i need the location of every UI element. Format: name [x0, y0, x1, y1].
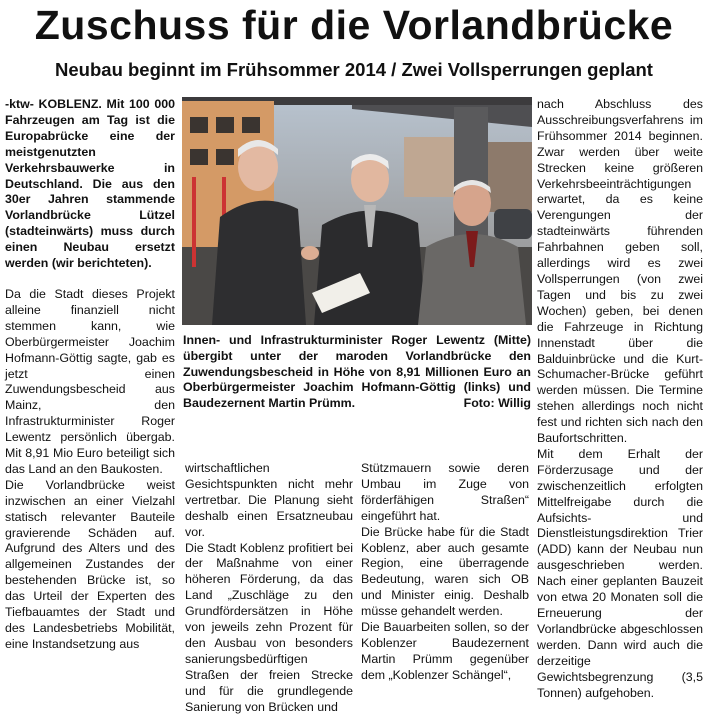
- body-paragraph: wirtschaftlichen Gesichtspunkten nicht mehr vertretbar. Die Planung sieht deshalb einen Ersatzneubau vor.: [185, 461, 353, 539]
- lead-paragraph: -ktw- KOBLENZ. Mit 100 000 Fahrzeugen am Tag ist die Europabrücke eine der meistgenutzten Verkehrsbauwerke in Deutschland. Die aus den 30er Jahren stammende Vorlandbrücke Lützel (stadteinwärts) muss durch einen Neubau ersetzt werden (wir berichteten).: [5, 97, 175, 271]
- body-paragraph: Die Vorlandbrücke weist inzwischen an einer Vielzahl statisch relevanter Bauteile gravierende Schäden auf. Aufgrund des Alters und des allgemeinen Zustandes der bestehenden Brücke ist, so das Urteil der Experten des Tiefbauamtes der Stadt und des Landesbetriebs Mobilität, eine Instandsetzung aus: [5, 477, 175, 651]
- article-column-3: [361, 461, 529, 683]
- body-paragraph: Stützmauern sowie deren Umbau im Zuge von förderfähigen Straßen“ eingeführt hat.: [361, 461, 529, 523]
- photo-caption: [183, 333, 531, 412]
- news-photo: [182, 97, 532, 325]
- body-paragraph: Die Stadt Koblenz profitiert bei der Maßnahme von einer höheren Förderung, da das Land „Zuschläge zu den Grundfördersätzen in Höhe von jeweils zehn Prozent für den Ausbau von besonders sanierungsbedürftigen Straßen der freien Strecke und für die grundlegende Sanierung von Brücken und: [185, 540, 353, 714]
- subheadline: Neubau beginnt im Frühsommer 2014 / Zwei Vollsperrungen geplant: [55, 59, 653, 80]
- body-paragraph: Die Bauarbeiten sollen, so der Koblenzer Baudezernent Martin Prümm gegenüber dem „Koblenzer Schängel“,: [361, 620, 529, 682]
- body-paragraph: Mit dem Erhalt der Förderzusage und der zwischenzeitlich erfolgten Mittelfreigabe durch die Aufsichts- und Dienstleistungsdirektion Trier (ADD) kann der Neubau nun ausgeschrieben werden. Nach einer geplanten Bauzeit von etwa 20 Monaten soll die Erneuerung der Vorlandbrücke abgeschlossen werden. Dann wird auch die derzeitige Gewichtsbegrenzung (3,5 Tonnen) aufgehoben.: [537, 446, 703, 700]
- body-paragraph: Die Brücke habe für die Stadt Koblenz, aber auch gesamte Region, eine überragende Bedeutung, waren sich OB und Minister einig. Deshalb müsse gehandelt werden.: [361, 524, 529, 619]
- article-column-2: [185, 461, 353, 714]
- photo-credit: Foto: Willig: [463, 396, 531, 411]
- article-column-4: [537, 97, 703, 700]
- photo-illustration: [182, 97, 532, 325]
- body-paragraph: nach Abschluss des Ausschreibungsverfahrens im Frühsommer 2014 beginnen. Zwar werden über weite Strecken keine größeren Verkehrsbeeinträchtigungen erwartet, da es keine Verengungen der stadteinwärts führenden Fahrbahnen geben soll, allerdings wird es zwei Vollsperrungen (von zwei Tagen und bis zu zwei Wochen) geben, bei denen die Fahrzeuge in Richtung Innenstadt über die Balduinbrücke und die Kurt-Schumacher-Brücke geführt werden müssen. Die Termine stehen allerdings noch nicht fest und richten sich nach den Baufortschritten.: [537, 97, 703, 446]
- headline: Zuschuss für die Vorlandbrücke: [34, 2, 674, 48]
- article-column-1: [5, 97, 175, 683]
- body-paragraph: Da die Stadt dieses Projekt alleine finanziell nicht stemmen kann, wie Oberbürgermeister Joachim Hofmann-Göttig sagte, gab es jetzt einen Zuwendungsbescheid aus Mainz, den Infrastrukturminister Roger Lewentz persönlich übergab. Mit 8,91 Mio Euro beteiligt sich das Land an den Baukosten.: [5, 286, 175, 476]
- caption-text: Innen- und Infrastrukturminister Roger Lewentz (Mitte) übergibt unter der maroden Vorlandbrücke den Zuwendungsbescheid in Höhe von 8,91 Millionen Euro an Oberbürgermeister Joachim Hofmann-Göttig (links) und Baudezernent Martin Prümm.: [183, 333, 531, 411]
